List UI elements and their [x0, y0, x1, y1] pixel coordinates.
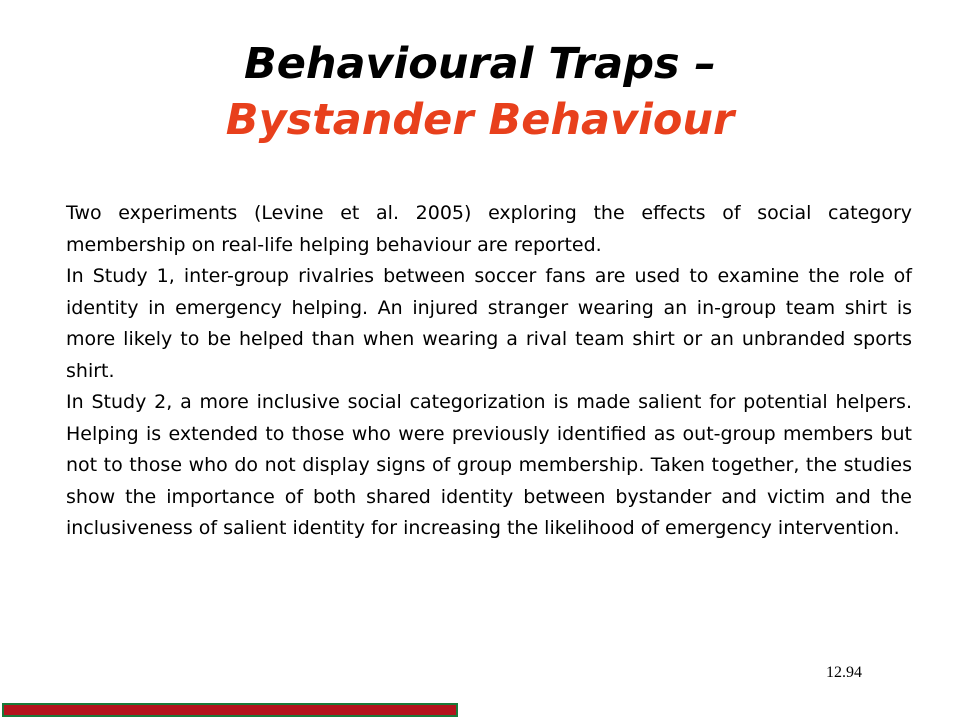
- footer-decorative-bar: [2, 703, 458, 717]
- slide-title-line-1: Behavioural Traps –: [243, 39, 717, 89]
- slide-title: [0, 36, 960, 148]
- slide-title-line-2: Bystander Behaviour: [225, 95, 735, 145]
- slide-body: [66, 198, 912, 545]
- paragraph-intro: Two experiments (Levine et al. 2005) exploring the effects of social category membership on real-life helping behaviour are reported.: [66, 202, 912, 256]
- paragraph-study-2: In Study 2, a more inclusive social categorization is made salient for potential helpers. Helping is extended to those who were previously identified as out-group members but not to those who do not display signs of group membership. Taken together, the studies show the importance of both shared identity between bystander and victim and the inclusiveness of salient identity for increasing the likelihood of emergency intervention.: [66, 391, 912, 539]
- slide-number: 12.94: [826, 664, 862, 681]
- paragraph-study-1: In Study 1, inter-group rivalries between soccer fans are used to examine the role of identity in emergency helping. An injured stranger wearing an in-group team shirt is more likely to be helped than when wearing a rival team shirt or an unbranded sports shirt.: [66, 265, 912, 382]
